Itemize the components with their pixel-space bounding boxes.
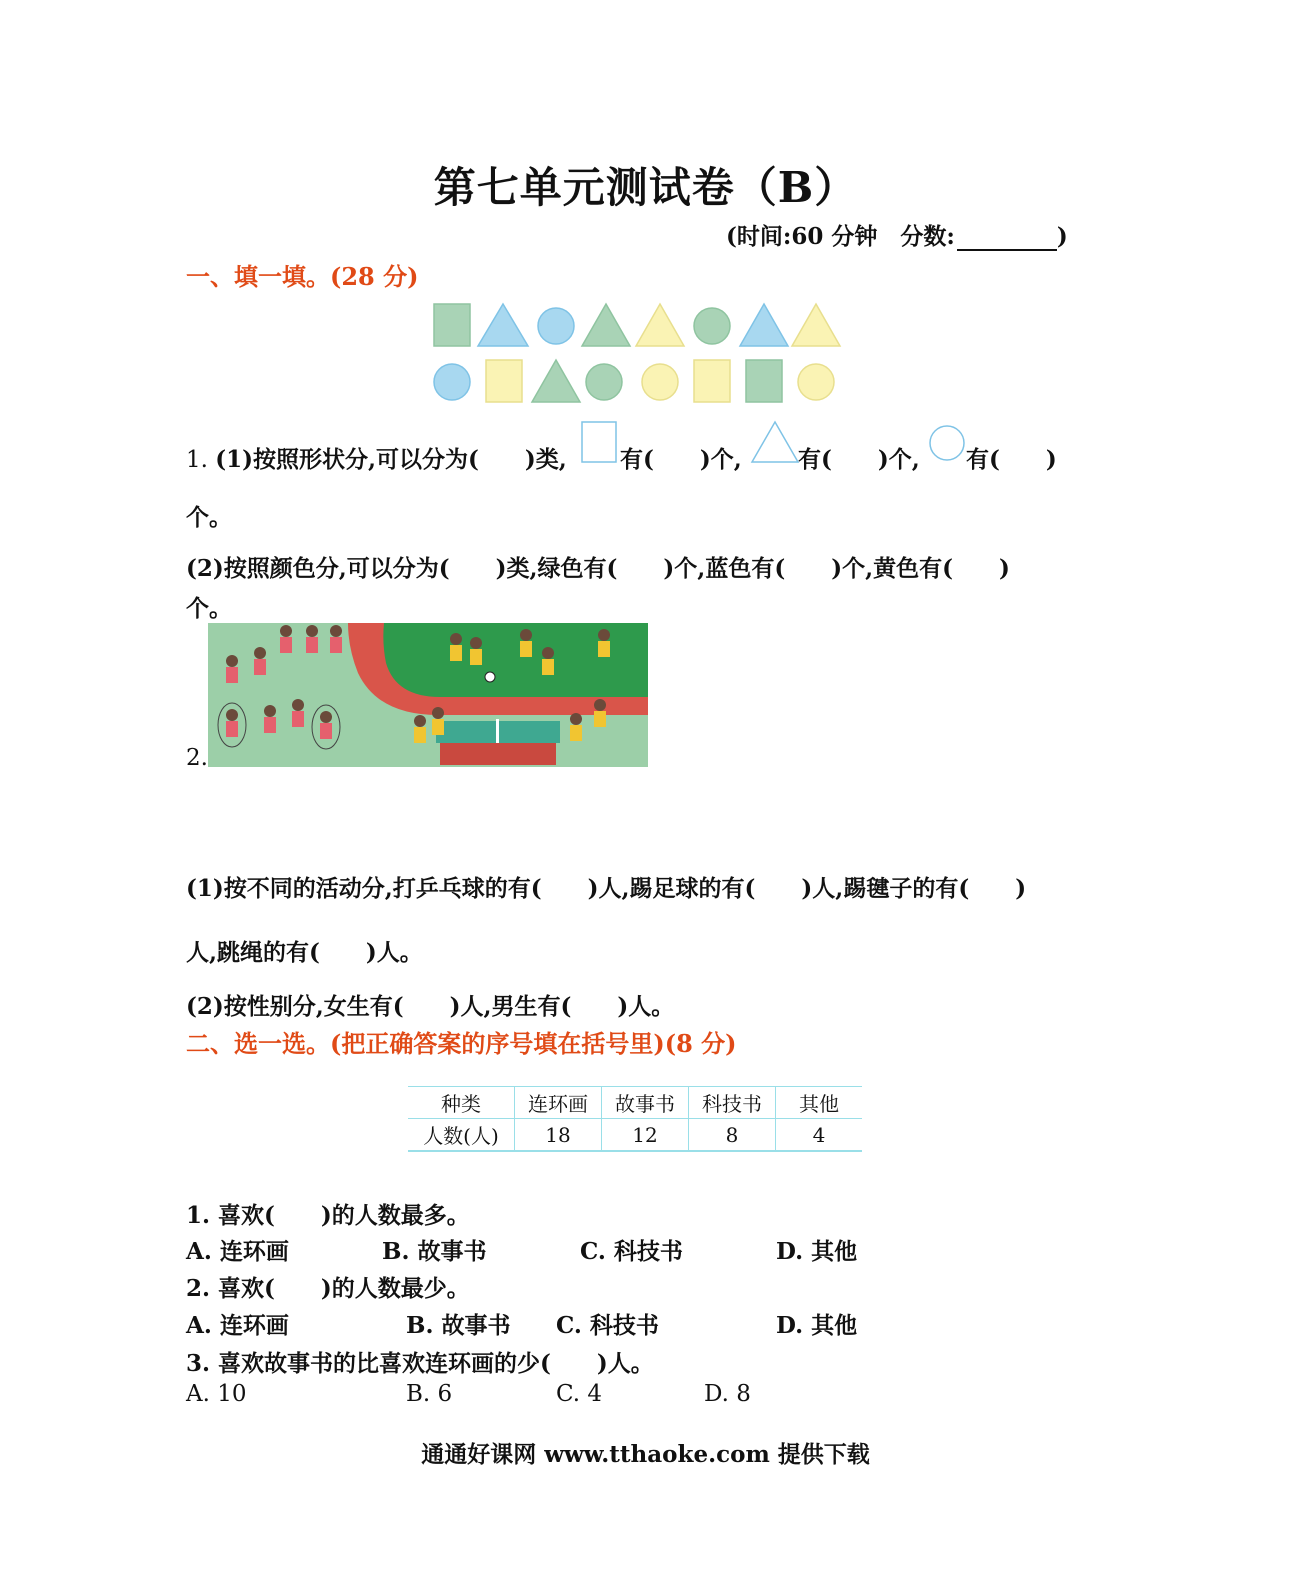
q1-number: 1. — [186, 447, 216, 473]
table-header-cell: 科技书 — [689, 1087, 776, 1119]
table-cell: 4 — [776, 1119, 863, 1152]
q2-2-line: (2)按性别分,女生有( )人,男生有( )人。 — [186, 993, 675, 1020]
shape-circle — [434, 364, 470, 400]
footer-text: 通通好课网 www.tthaoke.com 提供下载 — [421, 1441, 870, 1468]
q1-1-text-d: 有( ) — [966, 446, 1057, 473]
q2-1-tail: 人,跳绳的有( )人。 — [186, 939, 423, 966]
shape-triangle — [792, 304, 840, 346]
table-cell: 12 — [602, 1119, 689, 1152]
table-row — [408, 1119, 862, 1152]
s2-q3-option-d[interactable]: D. 8 — [704, 1381, 751, 1407]
s2-q1-option-b[interactable]: B. 故事书 — [382, 1238, 487, 1265]
square-icon — [580, 420, 620, 464]
shape-square — [746, 360, 782, 402]
q2-1-line: (1)按不同的活动分,打乒乓球的有( )人,踢足球的有( )人,踢毽子的有( ) — [186, 875, 1027, 902]
book-preference-table — [408, 1086, 862, 1152]
table-header-cell: 其他 — [776, 1087, 863, 1119]
table-cell: 人数(人) — [408, 1119, 515, 1152]
s2-q3: 3. 喜欢故事书的比喜欢连环画的少( )人。 — [186, 1350, 654, 1377]
s2-q2-option-c[interactable]: C. 科技书 — [556, 1312, 659, 1339]
table-cell: 8 — [689, 1119, 776, 1152]
shape-triangle — [636, 304, 684, 346]
section-1-heading: 一、填一填。(28 分) — [186, 262, 419, 291]
shape-circle — [798, 364, 834, 400]
s2-q2-option-d[interactable]: D. 其他 — [776, 1312, 858, 1339]
table-cell: 18 — [515, 1119, 602, 1152]
s2-q3-option-a[interactable]: A. 10 — [186, 1381, 247, 1407]
shape-triangle — [740, 304, 788, 346]
shape-triangle — [478, 304, 528, 346]
s2-q3-option-b[interactable]: B. 6 — [406, 1381, 453, 1407]
s2-q2-option-a[interactable]: A. 连环画 — [186, 1312, 289, 1339]
shape-circle — [586, 364, 622, 400]
shape-circle — [694, 308, 730, 344]
triangle-icon — [750, 420, 800, 464]
s2-q3-option-c[interactable]: C. 4 — [556, 1381, 603, 1407]
playground-illustration — [208, 623, 648, 767]
table-header-cell: 连环画 — [515, 1087, 602, 1119]
s2-q1: 1. 喜欢( )的人数最多。 — [186, 1202, 470, 1229]
shape-triangle — [582, 304, 630, 346]
table-header-row — [408, 1087, 862, 1119]
page-title: 第七单元测试卷（B） — [433, 163, 858, 212]
s2-q1-option-d[interactable]: D. 其他 — [776, 1238, 858, 1265]
time-score-prefix: (时间:60 分钟 分数: — [726, 223, 955, 250]
circle-icon — [928, 424, 966, 462]
s2-q1-option-c[interactable]: C. 科技书 — [580, 1238, 683, 1265]
q1-2-tail: 个。 — [186, 595, 232, 622]
shape-triangle — [532, 360, 580, 402]
shape-square — [434, 304, 470, 346]
shape-square — [694, 360, 730, 402]
section-2-heading: 二、选一选。(把正确答案的序号填在括号里)(8 分) — [186, 1029, 737, 1058]
shape-circle — [538, 308, 574, 344]
q1-1-text-c: 有( )个, — [798, 446, 920, 473]
shape-square — [486, 360, 522, 402]
q1-2-line: (2)按照颜色分,可以分为( )类,绿色有( )个,蓝色有( )个,黄色有( ) — [186, 555, 1010, 582]
q2-number: 2. — [186, 745, 208, 771]
s2-q2-option-b[interactable]: B. 故事书 — [406, 1312, 511, 1339]
shape-circle — [642, 364, 678, 400]
q1-1-text-b: 有( )个, — [620, 446, 742, 473]
time-score-suffix: ) — [1056, 223, 1068, 250]
shapes-figure — [432, 302, 852, 406]
table-header-cell: 故事书 — [602, 1087, 689, 1119]
s2-q2: 2. 喜欢( )的人数最少。 — [186, 1275, 470, 1302]
q1-1-text-a: (1)按照形状分,可以分为( )类, — [215, 446, 567, 473]
s2-q1-option-a[interactable]: A. 连环画 — [186, 1238, 289, 1265]
q1-1-tail: 个。 — [186, 504, 232, 531]
score-blank[interactable] — [957, 227, 1057, 251]
q1-1-line — [186, 441, 567, 474]
table-header-cell: 种类 — [408, 1087, 515, 1119]
time-score-line — [726, 218, 1068, 251]
